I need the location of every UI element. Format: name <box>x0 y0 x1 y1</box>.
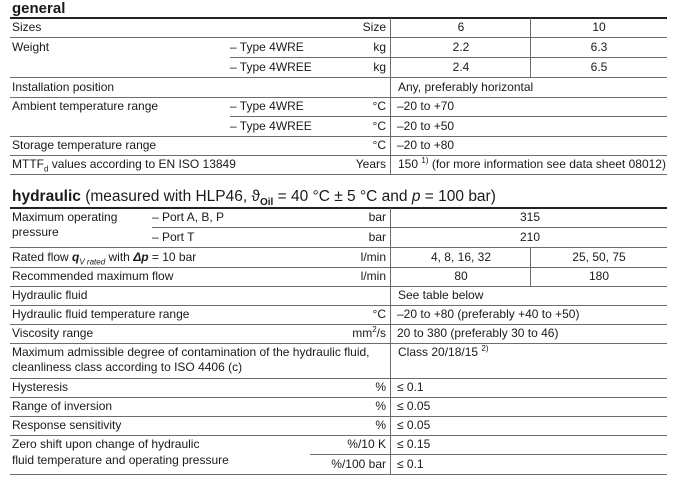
max-flow-size6: 80 <box>454 269 468 283</box>
sensitivity-value: ≤ 0.05 <box>397 418 431 432</box>
divider <box>230 57 667 58</box>
ambient-4wree-value: –20 to +50 <box>397 119 455 133</box>
divider <box>10 37 667 38</box>
divider <box>10 343 667 344</box>
hydraulic-heading: hydraulic (measured with HLP46, $ϑ_{Oil} = 40$ °C ± 5 °C and p = 100 bar) <box>12 188 496 209</box>
rated-flow-size6: 4, 8, 16, 32 <box>430 250 492 264</box>
fluid-value: See table below <box>398 288 484 302</box>
divider <box>10 474 667 475</box>
divider <box>230 116 667 117</box>
zero-shift-unit-temp: %/10 K <box>347 437 386 451</box>
divider <box>10 305 667 306</box>
weight-type-4wree: – Type 4WREE <box>230 60 312 74</box>
sizes-label: Sizes <box>12 20 42 34</box>
ambient-type-4wre: – Type 4WRE <box>230 99 304 113</box>
divider <box>10 435 667 436</box>
installation-value: Any, preferably horizontal <box>398 80 534 94</box>
divider <box>10 136 667 137</box>
divider <box>10 397 667 398</box>
divider <box>10 247 667 248</box>
storage-label: Storage temperature range <box>12 138 157 152</box>
fluid-temp-value: –20 to +80 (preferably +40 to +50) <box>397 307 580 321</box>
rated-flow-unit: l/min <box>360 250 386 264</box>
pressure-label-line1: Maximum operating <box>12 210 118 224</box>
zero-shift-label-line2: fluid temperature and operating pressure <box>12 453 229 467</box>
divider <box>10 378 667 379</box>
pressure-abp-value: 315 <box>519 210 541 224</box>
hysteresis-unit: % <box>375 380 386 394</box>
divider <box>10 97 667 98</box>
weight-4wree-size10: 6.5 <box>590 60 608 74</box>
weight-type-4wre: – Type 4WRE <box>230 40 304 54</box>
size-6-header: 6 <box>457 20 465 34</box>
max-flow-unit: l/min <box>360 269 386 283</box>
divider <box>152 227 667 228</box>
storage-unit: °C <box>372 138 386 152</box>
inversion-unit: % <box>375 399 386 413</box>
sensitivity-label: Response sensitivity <box>12 418 122 432</box>
viscosity-unit: $mm^2/s$ <box>352 325 386 340</box>
weight-unit: kg <box>373 40 386 54</box>
ambient-unit: °C <box>372 99 386 113</box>
storage-value: –20 to +80 <box>397 138 455 152</box>
pressure-port-abp: – Port A, B, P <box>152 210 225 224</box>
fluid-label: Hydraulic fluid <box>12 288 88 302</box>
ambient-label: Ambient temperature range <box>12 99 159 113</box>
pressure-t-value: 210 <box>519 230 541 244</box>
weight-unit-2: kg <box>373 60 386 74</box>
zero-shift-pressure-value: ≤ 0.1 <box>397 457 424 471</box>
pressure-unit: bar <box>368 210 386 224</box>
fluid-temp-unit: °C <box>372 307 386 321</box>
pressure-port-t: – Port T <box>152 230 195 244</box>
sensitivity-unit: % <box>375 418 386 432</box>
pressure-unit-2: bar <box>368 230 386 244</box>
weight-4wre-size6: 2.2 <box>452 40 470 54</box>
weight-4wre-size10: 6.3 <box>590 40 608 54</box>
divider <box>10 77 667 78</box>
contamination-label-line2: cleanliness class according to ISO 4406 (c) <box>12 360 243 374</box>
column-divider <box>530 247 531 286</box>
divider <box>10 286 667 287</box>
pressure-label-line2: pressure <box>12 225 59 239</box>
mttf-label: $MTTF_d$ values according to EN ISO 13849 <box>12 157 236 174</box>
divider <box>10 17 667 19</box>
viscosity-label: Viscosity range <box>12 326 94 340</box>
inversion-value: ≤ 0.05 <box>397 399 431 413</box>
general-heading: general <box>12 0 66 17</box>
rated-flow-label: Rated flow $q_{V rated}$ with Δp = 10 bar <box>12 250 197 267</box>
ambient-4wre-value: –20 to +70 <box>397 99 455 113</box>
max-flow-label: Recommended maximum flow <box>12 269 174 283</box>
hysteresis-value: ≤ 0.1 <box>397 380 424 394</box>
divider <box>10 416 667 417</box>
divider <box>10 267 667 268</box>
size-10-header: 10 <box>592 20 606 34</box>
weight-label: Weight <box>12 40 50 54</box>
column-divider <box>390 18 391 77</box>
fluid-temp-label: Hydraulic fluid temperature range <box>12 307 190 321</box>
sizes-unit: Size <box>362 20 386 34</box>
ambient-type-4wree: – Type 4WREE <box>230 119 312 133</box>
max-flow-size10: 180 <box>588 269 610 283</box>
installation-label: Installation position <box>12 80 115 94</box>
column-divider <box>530 18 531 77</box>
hysteresis-label: Hysteresis <box>12 380 69 394</box>
mttf-value: 150 $^{1)}$ (for more information see data sheet 08012) <box>398 156 666 171</box>
divider <box>10 207 667 209</box>
divider <box>10 324 667 325</box>
zero-shift-temp-value: ≤ 0.15 <box>397 437 431 451</box>
zero-shift-unit-pressure: %/100 bar <box>331 457 386 471</box>
divider <box>10 174 667 175</box>
rated-flow-size10: 25, 50, 75 <box>572 250 626 264</box>
contamination-label-line1: Maximum admissible degree of contamination of the hydraulic fluid, <box>12 345 370 359</box>
contamination-value: Class 20/18/15 $^{2)}$ <box>398 344 489 359</box>
weight-4wree-size6: 2.4 <box>452 60 470 74</box>
column-divider <box>390 208 391 474</box>
ambient-unit-2: °C <box>372 119 386 133</box>
divider <box>310 454 667 455</box>
zero-shift-label-line1: Zero shift upon change of hydraulic <box>12 437 200 451</box>
inversion-label: Range of inversion <box>12 399 113 413</box>
divider <box>10 155 667 156</box>
viscosity-value: 20 to 380 (preferably 30 to 46) <box>397 326 559 340</box>
mttf-unit: Years <box>355 157 386 171</box>
column-divider <box>390 77 391 174</box>
